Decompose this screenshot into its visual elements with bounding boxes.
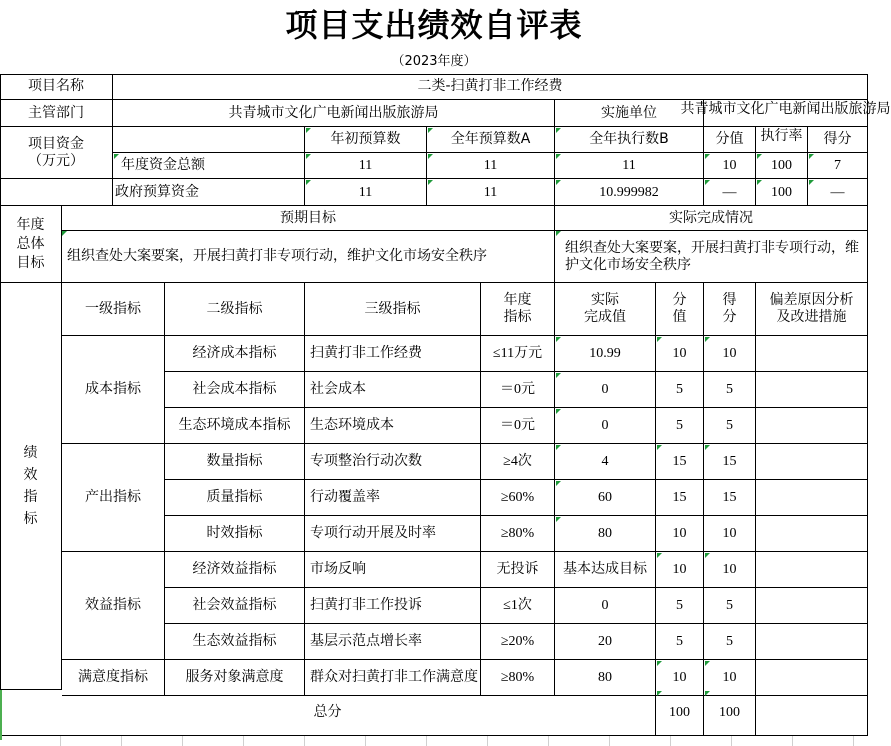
level1-cell[interactable]: 成本指标 [62,336,165,444]
indicator-value-cell[interactable]: 10 [656,660,704,696]
gov-score[interactable]: — [808,179,868,206]
expected-goal-text[interactable]: 组织查处大案要案，开展扫黄打非专项行动，维护文化市场安全秩序 [62,231,555,283]
header-annual-budget: 全年预算数A [427,127,555,153]
level3-cell[interactable]: 生态环境成本 [305,408,481,444]
cell-marker-icon [556,373,561,378]
fiscal-year: （2023年度） [391,54,477,69]
actual-value-cell[interactable]: 4 [555,444,656,480]
actual-value-cell[interactable]: 20 [555,624,656,660]
deviation-cell[interactable] [756,444,868,480]
actual-value-cell[interactable]: 80 [555,660,656,696]
indicator-score-cell[interactable]: 5 [704,408,756,444]
cell-marker-icon [556,337,561,342]
cell-marker-icon [306,180,311,185]
target-cell[interactable]: ≥80% [481,516,555,552]
header-exec-rate: 执行率 [756,127,808,153]
performance-indicators-cell [0,283,62,690]
header-level1: 一级指标 [62,283,165,336]
gov-initial[interactable]: 11 [305,179,427,206]
label-total-funds: 年度资金总额 [113,153,305,179]
label-total: 总分 [0,690,656,736]
level2-cell[interactable]: 数量指标 [165,444,305,480]
actual-completion-text[interactable]: 组织查处大案要案，开展扫黄打非专项行动，维护文化市场安全秩序 [555,231,868,283]
level3-cell[interactable]: 基层示范点增长率 [305,624,481,660]
implementer-value[interactable]: 共青城市文化广电新闻出版旅游局 [704,100,868,127]
cell-marker-icon [809,154,814,159]
cell-marker-icon [809,180,814,185]
total-exec[interactable]: 11 [555,153,704,179]
cell-marker-icon [705,691,710,696]
project-name-value[interactable]: 二类-扫黄打非工作经费 [113,74,868,100]
target-cell[interactable]: ≤1次 [481,588,555,624]
deviation-cell[interactable] [756,588,868,624]
cell-marker-icon [757,180,762,185]
cell-marker-icon [657,691,662,696]
actual-value-cell[interactable]: 0 [555,588,656,624]
deviation-cell[interactable] [756,480,868,516]
deviation-cell[interactable] [756,624,868,660]
level3-cell[interactable]: 群众对扫黄打非工作满意度 [305,660,481,696]
label-overall-goal: 年度 总体 目标 [0,206,62,283]
cell-marker-icon [306,154,311,159]
level2-cell[interactable]: 社会效益指标 [165,588,305,624]
indicator-score-cell[interactable]: 10 [704,336,756,372]
indicator-value-cell[interactable]: 10 [656,516,704,552]
level2-cell[interactable]: 生态效益指标 [165,624,305,660]
target-cell[interactable]: ≥60% [481,480,555,516]
indicator-score-cell[interactable]: 15 [704,444,756,480]
header-initial-budget: 年初预算数 [305,127,427,153]
target-cell[interactable]: 无投诉 [481,552,555,588]
target-cell[interactable]: ≤11万元 [481,336,555,372]
target-cell[interactable]: ≥80% [481,660,555,696]
level2-cell[interactable]: 经济成本指标 [165,336,305,372]
indicator-value-cell[interactable]: 10 [656,336,704,372]
gov-exec-rate[interactable]: 100 [756,179,808,206]
level2-cell[interactable]: 生态环境成本指标 [165,408,305,444]
selection-edge [0,690,2,740]
header-indicator-value: 分 值 [656,283,704,336]
indicator-value-cell[interactable]: 5 [656,624,704,660]
level2-cell[interactable]: 时效指标 [165,516,305,552]
label-department: 主管部门 [0,100,113,127]
total-score-sum[interactable]: 100 [704,690,756,736]
target-cell[interactable]: ＝0元 [481,372,555,408]
level3-cell[interactable]: 专项整治行动次数 [305,444,481,480]
indicator-value-cell[interactable]: 10 [656,552,704,588]
gov-annual[interactable]: 11 [427,179,555,206]
indicator-score-cell[interactable]: 10 [704,660,756,696]
level2-cell[interactable]: 经济效益指标 [165,552,305,588]
header-actual-value: 实际 完成值 [555,283,656,336]
cell-marker-icon [556,517,561,522]
cell-marker-icon [556,180,561,185]
header-actual-completion: 实际完成情况 [555,206,868,231]
level1-cell[interactable]: 满意度指标 [62,660,165,696]
total-initial[interactable]: 11 [305,153,427,179]
level2-cell[interactable]: 服务对象满意度 [165,660,305,696]
gov-exec[interactable]: 10.999982 [555,179,704,206]
level3-cell[interactable]: 扫黄打非工作经费 [305,336,481,372]
indicator-score-cell[interactable]: 5 [704,372,756,408]
cell-marker-icon [428,154,433,159]
cell-marker-icon [114,154,119,159]
cell-marker-icon [428,128,433,133]
level3-cell[interactable]: 行动覆盖率 [305,480,481,516]
header-level3: 三级指标 [305,283,481,336]
sheet-gridlines [0,736,868,746]
indicator-value-cell[interactable]: 5 [656,588,704,624]
cell-marker-icon [657,661,662,666]
cell-marker-icon [657,553,662,558]
label-project-name: 项目名称 [0,74,113,100]
indicator-value-cell[interactable]: 5 [656,372,704,408]
cell-marker-icon [556,154,561,159]
funds-header-blank [113,127,305,153]
cell-marker-icon [556,409,561,414]
target-cell[interactable]: ≥4次 [481,444,555,480]
actual-value-cell[interactable]: 0 [555,408,656,444]
funds-spacer [0,179,113,206]
cell-marker-icon [428,180,433,185]
cell-marker-icon [705,661,710,666]
total-note[interactable] [756,690,868,736]
cell-marker-icon [705,154,710,159]
indicator-score-cell[interactable]: 10 [704,516,756,552]
level2-cell[interactable]: 质量指标 [165,480,305,516]
header-deviation: 偏差原因分析 及改进措施 [756,283,868,336]
actual-value-cell[interactable]: 80 [555,516,656,552]
deviation-cell[interactable] [756,372,868,408]
target-cell[interactable]: ≥20% [481,624,555,660]
header-annual-indicator: 年度 指标 [481,283,555,336]
total-score-value[interactable]: 10 [704,153,756,179]
cell-marker-icon [556,128,561,133]
indicator-score-cell[interactable]: 10 [704,552,756,588]
label-project-funds: 项目资金 （万元） [0,127,113,179]
header-score: 得分 [808,127,868,153]
gov-score-value[interactable]: — [704,179,756,206]
cell-marker-icon [556,231,561,236]
total-exec-rate[interactable]: 100 [756,153,808,179]
cell-marker-icon [705,445,710,450]
cell-marker-icon [705,180,710,185]
total-value[interactable]: 100 [656,690,704,736]
department-value[interactable]: 共青城市文化广电新闻出版旅游局 [113,100,555,127]
page-title: 项目支出绩效自评表 [285,6,583,44]
deviation-cell[interactable] [756,408,868,444]
total-score[interactable]: 7 [808,153,868,179]
indicator-score-cell[interactable]: 5 [704,588,756,624]
header-score-value: 分值 [704,127,756,153]
cell-marker-icon [306,128,311,133]
indicator-value-cell[interactable]: 15 [656,480,704,516]
level2-cell[interactable]: 社会成本指标 [165,372,305,408]
indicator-score-cell[interactable]: 5 [704,624,756,660]
cell-marker-icon [556,445,561,450]
actual-value-cell[interactable]: 60 [555,480,656,516]
label-implementer: 实施单位 [555,100,704,127]
level3-cell[interactable]: 专项行动开展及时率 [305,516,481,552]
level3-cell[interactable]: 市场反响 [305,552,481,588]
indicator-value-cell[interactable]: 15 [656,444,704,480]
deviation-cell[interactable] [756,336,868,372]
actual-value-cell[interactable]: 10.99 [555,336,656,372]
level3-cell[interactable]: 社会成本 [305,372,481,408]
cell-marker-icon [705,337,710,342]
level3-cell[interactable]: 扫黄打非工作投诉 [305,588,481,624]
cell-marker-icon [705,553,710,558]
target-cell[interactable]: ＝0元 [481,408,555,444]
label-gov-funds: 政府预算资金 [113,179,305,206]
cell-marker-icon [556,481,561,486]
deviation-cell[interactable] [756,552,868,588]
cell-marker-icon [757,154,762,159]
header-annual-exec: 全年执行数B [555,127,704,153]
cell-marker-icon [657,445,662,450]
indicator-value-cell[interactable]: 5 [656,408,704,444]
header-indicator-score: 得 分 [704,283,756,336]
actual-value-cell[interactable]: 0 [555,372,656,408]
header-level2: 二级指标 [165,283,305,336]
indicator-score-cell[interactable]: 15 [704,480,756,516]
actual-value-cell[interactable]: 基本达成目标 [555,552,656,588]
deviation-cell[interactable] [756,516,868,552]
total-annual[interactable]: 11 [427,153,555,179]
cell-marker-icon [657,337,662,342]
header-expected-goal: 预期目标 [62,206,555,231]
level1-cell[interactable]: 产出指标 [62,444,165,552]
cell-marker-icon [62,231,67,236]
level1-cell[interactable]: 效益指标 [62,552,165,660]
label-performance-indicators: 绩效指标 [23,445,38,527]
